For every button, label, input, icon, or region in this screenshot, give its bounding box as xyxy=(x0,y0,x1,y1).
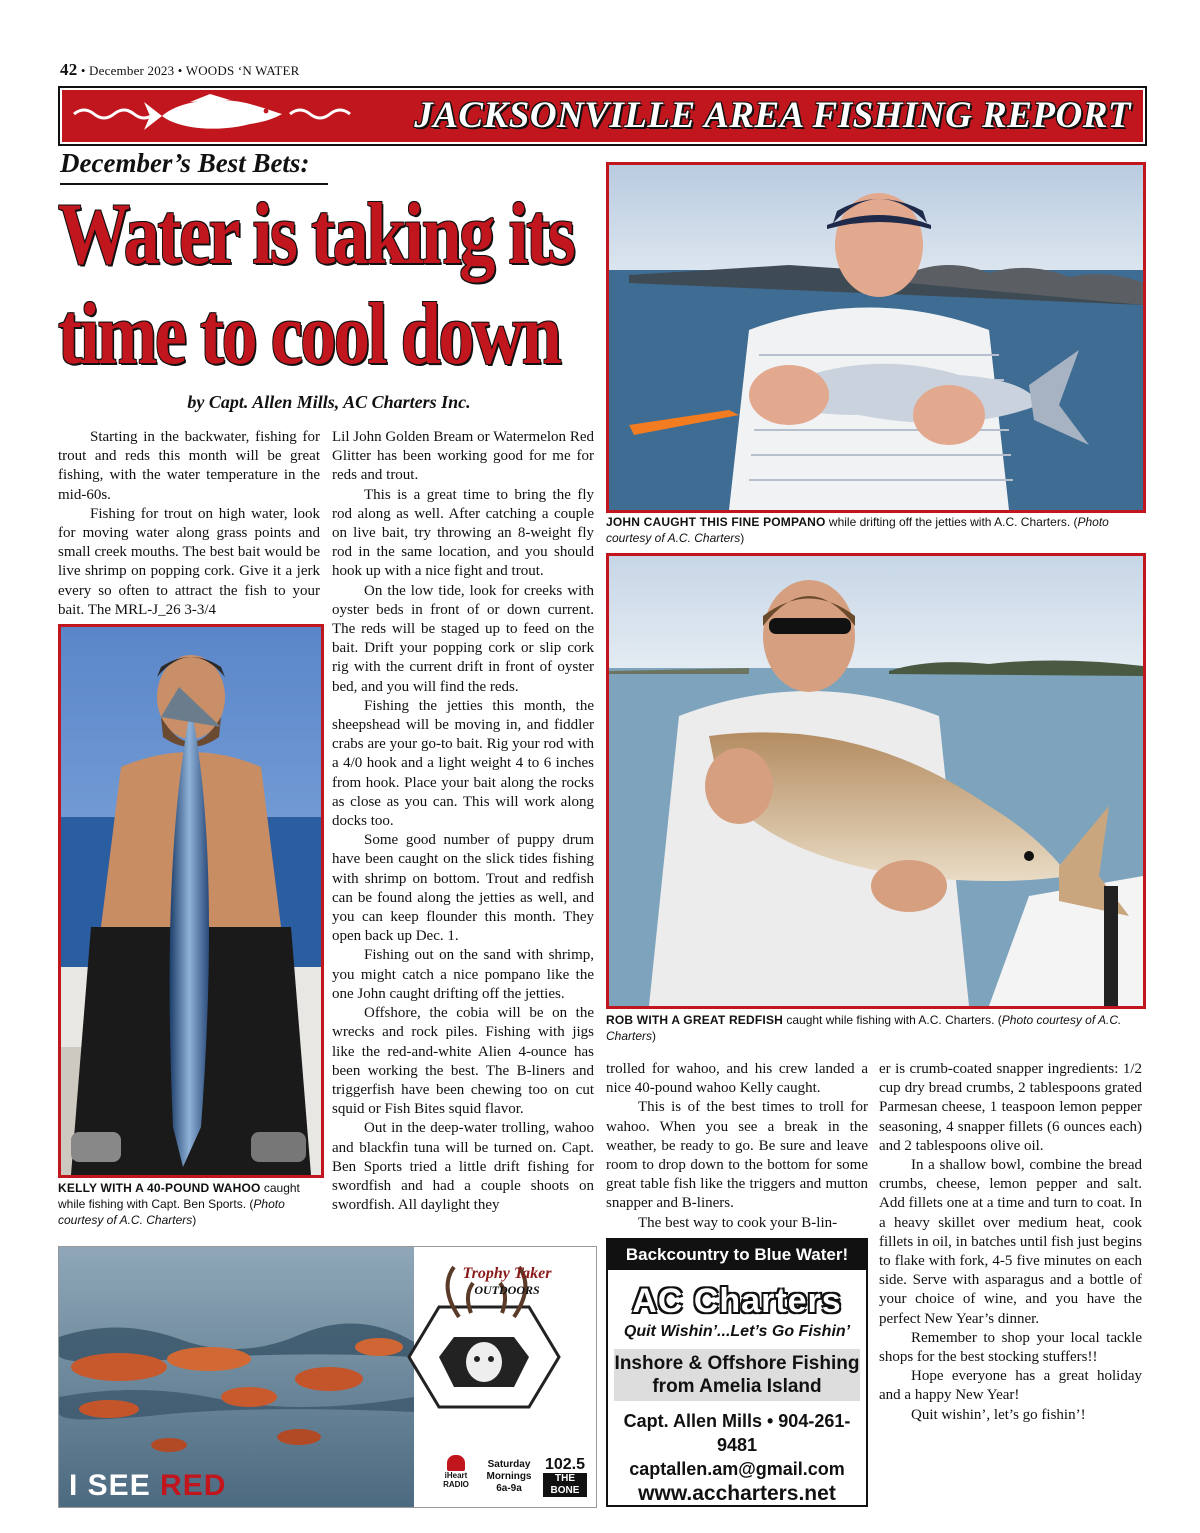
paragraph: The best way to cook your B-lin- xyxy=(638,1214,838,1231)
ad-services xyxy=(614,1349,860,1401)
fish-banner-icon xyxy=(70,92,370,138)
station-logo xyxy=(543,1457,587,1497)
paragraph: This is a great time to bring the fly rod along as well. After catching a couple on live bait, try throwing an 8-weight fly rod in the same location, and you should hook up with a nice fight and trout. xyxy=(332,486,594,580)
caption-pompano xyxy=(606,514,1142,546)
paragraph: On the low tide, look for creeks with oyster beds in front of or down current. The reds will be staged up to feed on the bait. Drift your popping cork or slip cork rig with the current drift in front of oyster bed, and you will find the reds. xyxy=(332,582,594,695)
paragraph: Out in the deep-water trolling, wahoo and blackfin tuna will be turned on. Capt. Ben Sports tried a little drift fishing for swordfish and had a couple shoots on swordfish. All daylight they xyxy=(332,1120,594,1214)
ad-service-line-1: Inshore & Offshore Fishing xyxy=(614,1353,860,1374)
caption-lead: KELLY WITH A 40-POUND WAHOO xyxy=(58,1181,261,1195)
page-folio xyxy=(60,60,300,80)
paragraph: In a shallow bowl, combine the bread crumbs, cheese, lemon pepper and salt. Add fillets one at a time and turn to coat. In a heavy skillet over medium heat, cook fillets in oil, in batches until fish just begins to flake with fork, 4-5 five minutes on each side. Serve with asparagus and a bottle of your choice of wine, and you have the perfect New Year’s dinner. xyxy=(879,1157,1142,1327)
ad-service-line-2: from Amelia Island xyxy=(652,1376,822,1397)
paragraph: Offshore, the cobia will be on the wrecks and rock piles. Fishing with jigs like the red-and-white Alien 4-ounce has been working the best. The B-liners and triggerfish have been chewing too on cut squid or Fish Bites squid flavor. xyxy=(332,1005,594,1118)
radio-schedule xyxy=(477,1459,541,1495)
kicker: December’s Best Bets: xyxy=(60,148,310,178)
page-number: 42 xyxy=(60,60,78,79)
byline: by Capt. Allen Mills, AC Charters Inc. xyxy=(187,392,471,412)
paragraph: Hope everyone has a great holiday and a happy New Year! xyxy=(879,1368,1142,1404)
paragraph: This is of the best times to troll for wahoo. When you see a break in the weather, be ready to go. Be sure and leave room to drop down to the bottom for some great table fish like the triggers and mutton snapper and B-liners. xyxy=(606,1099,868,1212)
issue-info: • December 2023 • WOODS ‘N WATER xyxy=(77,63,300,78)
iheart-logo xyxy=(441,1455,471,1489)
ad-ac-charters[interactable] xyxy=(606,1238,868,1507)
redfish-photo-image xyxy=(609,556,1143,1006)
section-banner xyxy=(58,86,1147,146)
headline-line-1: Water is taking its xyxy=(58,186,574,283)
wahoo-photo-image xyxy=(61,627,321,1175)
ad-contact: Capt. Allen Mills • 904-261-9481 xyxy=(623,1411,851,1455)
photo-credit: Photo courtesy of A.C. Charters xyxy=(58,1197,285,1227)
heart-icon xyxy=(447,1455,465,1471)
paragraph: Fishing the jetties this month, the sheepshead will be moving in, and fiddler crabs are your go-to bait. Rig your rod with a 4/0 hook and a light weight 4 to 6 inches from hook. Place your bait along the rocks as close as you can. This will work along docks too. xyxy=(332,697,594,830)
promo-tagline xyxy=(69,1469,226,1503)
caption-lead: JOHN CAUGHT THIS FINE POMPANO xyxy=(606,515,826,529)
photo-credit: Photo courtesy of A.C. Charters xyxy=(606,1013,1122,1043)
station-freq: 102.5 xyxy=(544,1456,586,1473)
photo-wahoo xyxy=(58,624,324,1178)
paragraph: Some good number of puppy drum have been caught on the slick tides fishing with shrimp on bottom. Trout and redfish can be found along the jetties as well, and you can keep flounder this month. They open back up Dec. 1. xyxy=(332,832,594,945)
paragraph: Remember to shop your local tackle shops for the best stocking stuffers!! xyxy=(879,1329,1142,1366)
caption-close: ) xyxy=(192,1213,197,1227)
paragraph: Starting in the backwater, fishing for trout and reds this month will be great fishing, with the water temperature in the mid-60s. xyxy=(58,429,320,503)
promo-tag-white: I SEE xyxy=(69,1469,161,1502)
promo-logo-text xyxy=(437,1265,577,1299)
paragraph: trolled for wahoo, and his crew landed a nice 40-pound wahoo Kelly caught. xyxy=(606,1061,868,1097)
station-name: THE BONE xyxy=(543,1473,587,1497)
caption-close: ) xyxy=(740,531,745,545)
radio-day: Saturday xyxy=(487,1459,531,1470)
photo-credit: Photo courtesy of A.C. Charters xyxy=(606,515,1109,545)
caption-redfish xyxy=(606,1012,1142,1044)
caption-close: ) xyxy=(652,1029,657,1043)
radio-time: 6a-9a xyxy=(496,1483,522,1494)
article-column-3 xyxy=(606,1060,868,1233)
ad-url[interactable]: www.accharters.net xyxy=(638,1482,836,1505)
pompano-photo-image xyxy=(609,165,1143,510)
paragraph: er is crumb-coated snapper ingredients: 1/2 cup dry bread crumbs, 2 tablespoons grated Parmesan cheese, 1 teaspoon lemon pepper seasoning, 4 snapper fillets (6 ounces each) and 2 tablespoons olive oil. xyxy=(879,1061,1142,1154)
caption-lead: ROB WITH A GREAT REDFISH xyxy=(606,1013,784,1027)
promo-trophy-taker[interactable] xyxy=(58,1246,597,1508)
article-column-4 xyxy=(879,1060,1142,1425)
caption-text: caught while fishing with A.C. Charters. ( xyxy=(783,1013,1002,1027)
radio-when: Mornings xyxy=(486,1471,532,1482)
promo-tag-red: RED xyxy=(160,1469,227,1502)
promo-logo-line-2: OUTDOORS xyxy=(474,1283,540,1297)
headline-line-2: time to cool down xyxy=(58,286,560,383)
article-column-2 xyxy=(332,428,594,1215)
caption-wahoo xyxy=(58,1180,320,1228)
caption-text: while drifting off the jetties with A.C. Charters. ( xyxy=(825,515,1078,529)
ad-tagline: Backcountry to Blue Water! xyxy=(608,1240,866,1270)
ad-slogan: Quit Wishin’...Let’s Go Fishin’ xyxy=(623,1323,851,1340)
article-column-1 xyxy=(58,428,320,620)
caption-text: caught while fishing with Capt. Ben Sports. ( xyxy=(58,1181,300,1211)
photo-pompano xyxy=(606,162,1146,513)
promo-logo-line-1: Trophy Taker xyxy=(462,1265,552,1282)
ad-email[interactable]: captallen.am@gmail.com xyxy=(629,1459,845,1479)
banner-title: JACKSONVILLE AREA FISHING REPORT xyxy=(414,95,1131,136)
paragraph: Lil John Golden Bream or Watermelon Red Glitter has been working good for me for reds and trout. xyxy=(332,429,594,484)
photo-redfish xyxy=(606,553,1146,1009)
radio-brand: iHeart RADIO xyxy=(443,1471,469,1489)
paragraph: Quit wishin’, let’s go fishin’! xyxy=(911,1406,1086,1423)
paragraph: Fishing out on the sand with shrimp, you might catch a nice pompano like the one John caught drifting off the jetties. xyxy=(332,947,594,1002)
paragraph: Fishing for trout on high water, look for moving water along grass points and small creek mouths. The best bait would be live shrimp on popping cork. Give it a jerk every so often to attract the fish to your bait. The MRL-J_26 3-3/4 xyxy=(58,505,320,618)
ad-brand: AC Charters xyxy=(632,1282,842,1320)
headline xyxy=(58,185,574,385)
